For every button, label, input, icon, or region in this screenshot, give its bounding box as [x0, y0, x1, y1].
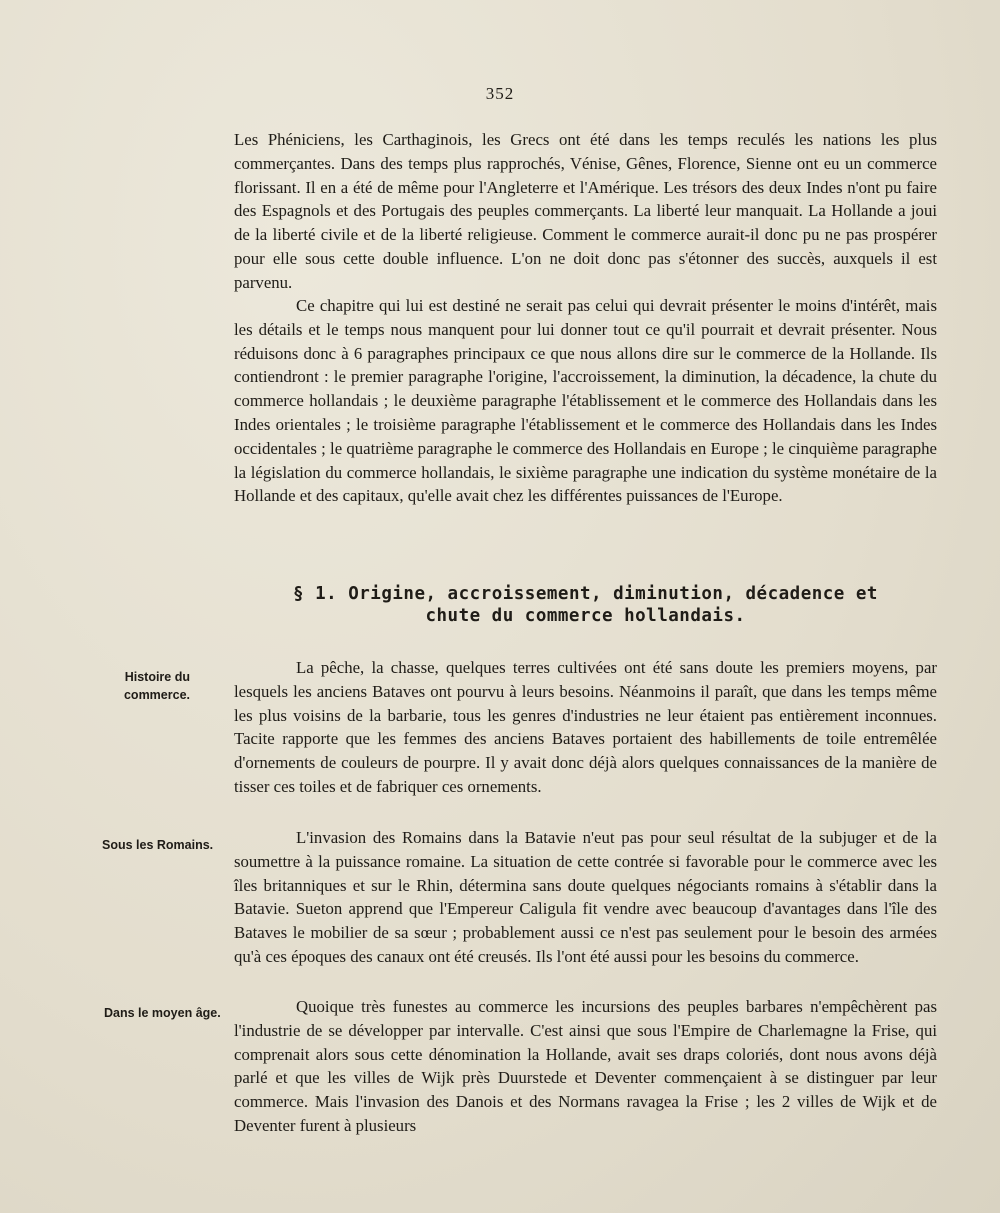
paragraph-romans: [234, 826, 937, 969]
paragraph-intro-text: Les Phéniciens, les Carthaginois, les Grecs ont été dans les temps reculés les nations les plus commerçantes. Dans des temps plus rapprochés, Vénise, Gênes, Florence, Sienne ont eu un commerce florissant. Il en a été de même pour l'Angleterre et l'Amérique. Les trésors des deux Indes n'ont pu faire des Espagnols et des Portugais des peuples commerçants. La liberté leur manquait. La Hollande a joui de la liberté civile et de la liberté religieuse. Comment le commerce aurait-il donc pu ne pas prospérer pour elle sous cette double influence. L'on ne doit donc pas s'étonner des succès, auxquels il est parvenu.: [234, 130, 937, 292]
margin-note-middle-ages: Dans le moyen âge.: [104, 1006, 221, 1020]
paragraph-history: [234, 656, 937, 799]
paragraph-middle-ages-text: Quoique très funestes au commerce les incursions des peuples barbares n'empêchèrent pas l'industrie de se développer par intervalle. C'est ainsi que sous l'Empire de Charlemagne la Frise, qui comprenait alors sous cette dénomination la Hollande, avait ses draps coloriés, dont nous avons déjà parlé et que les villes de Wijk près Duurstede et Deventer commençaient à se distinguer par leur commerce. Mais l'invasion des Danois et des Normans ravagea la Frise ; les 2 villes de Wijk et de Deventer furent à plusieurs: [234, 997, 937, 1135]
section-heading-line2: chute du commerce hollandais.: [425, 606, 746, 626]
paragraph-intro: [234, 128, 937, 295]
paragraph-romans-text: L'invasion des Romains dans la Batavie n'eut pas pour seul résultat de la subjuger et de la soumettre à la puissance romaine. La situation de cette contrée si favorable pour le commerce avec les îles britanniques et sur le Rhin, détermina sans doute quelques négociants romains à s'établir dans la Batavie. Sueton apprend que l'Empereur Caligula fit vendre avec beaucoup d'avantages dans l'île des Bataves le mobilier de sa sœur ; probablement aussi ce n'est pas seulement pour le besoin des armées qu'à ces époques des canaux ont été creusés. Ils l'ont été aussi pour les besoins du commerce.: [234, 828, 937, 966]
section-heading-line1: § 1. Origine, accroissement, diminution, décadence et: [293, 584, 878, 604]
margin-note-history: Histoire du commerce.: [123, 670, 190, 702]
section-heading: [234, 583, 937, 627]
paragraph-chapter: [234, 294, 937, 508]
margin-note-romans: Sous les Romains.: [102, 838, 214, 852]
paragraph-middle-ages: [234, 995, 937, 1138]
paragraph-chapter-text: Ce chapitre qui lui est destiné ne serait pas celui qui devrait présenter le moins d'intérêt, mais les détails et le temps nous manquent pour lui donner tout ce qu'il pourrait et devrait présenter. Nous réduisons donc à 6 paragraphes principaux ce que nous allons dire sur le commerce de la Hollande. Ils contiendront : le premier paragraphe l'origine, l'accroissement, la diminution, la décadence, la chute du commerce hollandais ; le deuxième paragraphe l'établissement et le commerce des Hollandais dans les Indes orientales ; le troisième paragraphe l'établissement et le commerce des Hollandais dans les Indes occidentales ; le quatrième paragraphe le commerce des Hollandais en Europe ; le cinquième paragraphe la législation du commerce hollandais, le sixième paragraphe une indication du système monétaire de la Hollande et des capitaux, qu'elle avait chez les différentes puissances de l'Europe.: [234, 296, 937, 506]
page-number: 352: [485, 84, 515, 103]
paragraph-history-text: La pêche, la chasse, quelques terres cultivées ont été sans doute les premiers moyens, par lesquels les anciens Bataves ont pourvu à leurs besoins. Néanmoins il paraît, que dans les temps même les plus voisins de la barbarie, tous les genres d'industries ne leur étaient pas entièrement inconnues. Tacite rapporte que les femmes des anciens Bataves portaient des habillements de toile entremêlée d'ornements de couleurs de pourpre. Il y avait donc déjà alors quelques connaissances de la manière de tisser ces toiles et de fabriquer ces ornements.: [234, 658, 937, 796]
